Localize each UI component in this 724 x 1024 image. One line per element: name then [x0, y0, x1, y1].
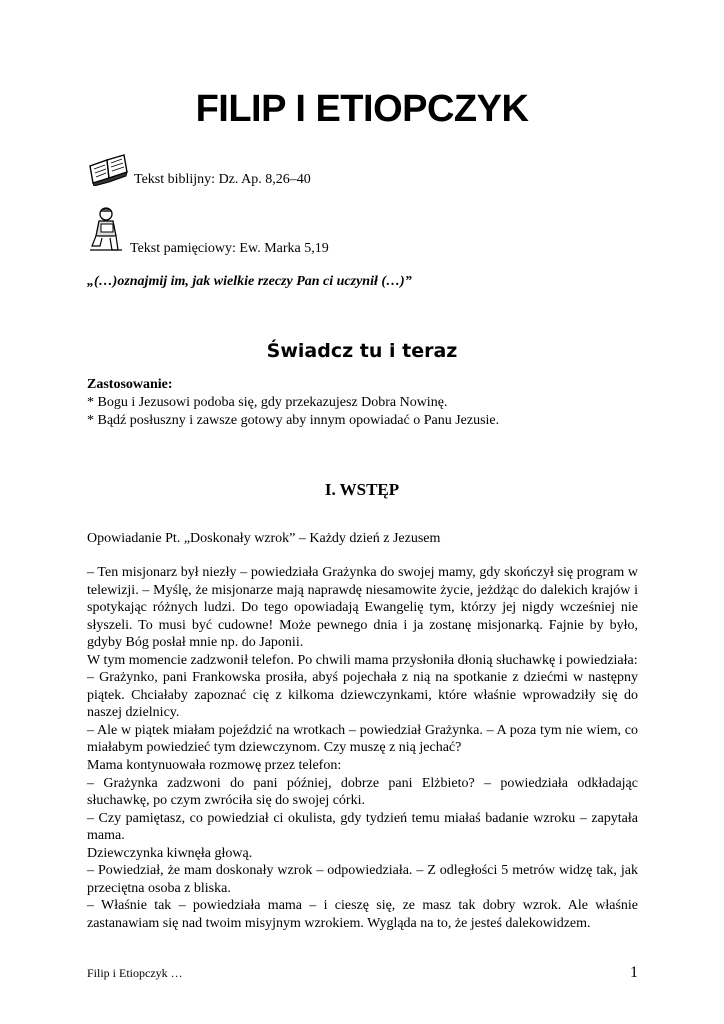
story-paragraph: Mama kontynuowała rozmowę przez telefon: — [87, 758, 342, 774]
story-paragraph: – Grażynko, pani Frankowska prosiła, abyś pojechała z nią na spotkanie z dziećmi w następny piątek. Chciałaby zapoznać cię z kilkoma dziewczynkami, które właśnie wprowadziły się do naszej dzielnicy. — [87, 670, 638, 721]
story-body — [87, 564, 638, 932]
page-number: 1 — [630, 964, 638, 981]
application-section — [87, 376, 499, 430]
story-paragraph: W tym momencie zadzwonił telefon. Po chwili mama przysłoniła dłonią słuchawkę i powiedziała: — [87, 652, 638, 668]
bible-text-reference: Tekst biblijny: Dz. Ap. 8,26–40 — [134, 172, 311, 187]
story-paragraph: – Czy pamiętasz, co powiedział ci okulista, gdy tydzień temu miałaś badanie wzroku – zapytała mama. — [87, 810, 638, 844]
document-title: FILIP I ETIOPCZYK — [195, 88, 529, 130]
footer-title: Filip i Etiopczyk … — [87, 966, 183, 980]
application-item: * Bądź posłuszny i zawsze gotowy aby innym opowiadać o Panu Jezusie. — [87, 413, 500, 428]
story-title: Opowiadanie Pt. „Doskonały wzrok” – Każdy dzień z Jezusem — [87, 531, 441, 546]
reading-person-icon — [86, 206, 126, 252]
story-paragraph: – Grażynka zadzwoni do pani później, dobrze pani Elżbieto? – powiedziała odkładając słuchawkę, po czym zwróciła się do swojej córki. — [87, 775, 638, 809]
application-item: * Bogu i Jezusowi podoba się, gdy przekazujesz Dobra Nowinę. — [87, 395, 448, 410]
story-paragraph: – Ale w piątek miałam pojeździć na wrotkach – powiedział Grażynka. – A poza tym nie wiem, co miałabym powiedzieć tym dziewczynom. Czy muszę z nią jechać? — [87, 722, 638, 756]
story-paragraph: – Ten misjonarz był niezły – powiedziała Grażynka do swojej mamy, gdy skończył się program w telewizji. – Myślę, że misjonarze mają naprawdę niesamowite życie, jeżdżąc do dalekich krajów i spotykając różnych ludzi. Do tego opowiadają Ewangelię tym, którzy jej nigdy wcześniej nie słyszeli. To musi być cudowne! Może pewnego dnia i ja zostanę misjonarką. Fajnie by było, gdyby Bóg posłał mnie np. do Japonii. — [87, 565, 638, 651]
story-paragraph: – Właśnie tak – powiedziała mama – i cieszę się, ze masz tak dobry wzrok. Ale właśnie zastanawiam się nad twoim misyjnym wzrokiem. Wygląda na to, że jesteś dalekowidzem. — [87, 898, 638, 931]
memory-verse-quote: „(…)oznajmij im, jak wielkie rzeczy Pan ci uczynił (…)” — [87, 274, 412, 289]
memory-text-reference: Tekst pamięciowy: Ew. Marka 5,19 — [130, 241, 329, 256]
lesson-subtitle: Świadcz tu i teraz — [266, 340, 458, 362]
story-paragraph: – Powiedział, że mam doskonały wzrok – odpowiedziała. – Z odległości 5 metrów widzę tak, jak przeciętna osoba z bliska. — [87, 863, 638, 896]
application-label: Zastosowanie: — [87, 377, 173, 392]
story-paragraph: Dziewczynka kiwnęła głową. — [87, 845, 253, 861]
open-book-icon — [87, 152, 129, 186]
section-heading: I. WSTĘP — [324, 480, 400, 499]
